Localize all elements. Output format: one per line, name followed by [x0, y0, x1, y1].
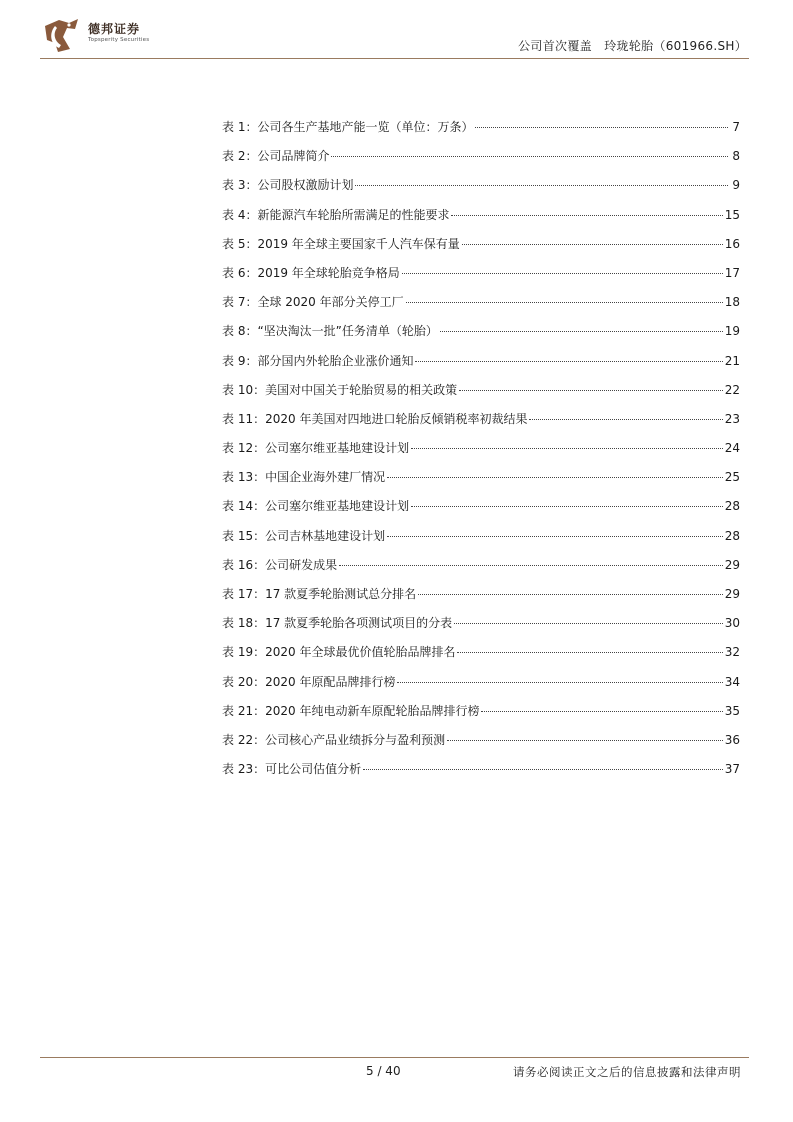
toc-entry-title: 表 6：2019 年全球轮胎竞争格局: [222, 265, 400, 280]
toc-entry[interactable]: [222, 147, 740, 176]
toc-entry[interactable]: [222, 206, 740, 235]
toc-entry-page: 15: [724, 207, 740, 222]
toc-leader-dots: [387, 477, 723, 478]
toc-entry[interactable]: [222, 731, 740, 760]
toc-entry-page: 30: [724, 616, 740, 631]
toc-leader-dots: [411, 448, 723, 449]
toc-entry-title: 表 23：可比公司估值分析: [222, 762, 362, 777]
toc-leader-dots: [331, 156, 728, 157]
toc-leader-dots: [459, 390, 723, 391]
toc-entry-title: 表 20：2020 年原配品牌排行榜: [222, 674, 396, 689]
toc-entry-page: 23: [724, 411, 740, 426]
brand-name-en: Topsperity Securities: [88, 37, 150, 43]
toc-entry-page: 28: [724, 528, 740, 543]
toc-entry-page: 18: [724, 295, 740, 310]
toc-entry-page: 29: [724, 587, 740, 601]
toc-entry-page: 8: [732, 149, 740, 164]
table-of-tables: [222, 118, 740, 789]
toc-leader-dots: [402, 273, 723, 274]
toc-leader-dots: [475, 127, 728, 128]
toc-entry-page: 25: [724, 470, 740, 485]
toc-leader-dots: [418, 594, 723, 595]
toc-entry[interactable]: [222, 176, 740, 205]
toc-entry[interactable]: [222, 468, 740, 497]
company-logo: [42, 16, 152, 56]
toc-entry-page: 28: [724, 499, 740, 514]
toc-entry[interactable]: [222, 760, 740, 789]
toc-entry-title: 表 11：2020 年美国对四地进口轮胎反倾销税率初裁结果: [222, 411, 528, 426]
toc-entry-page: 21: [724, 353, 740, 368]
toc-leader-dots: [447, 740, 723, 741]
toc-entry-page: 7: [732, 120, 740, 134]
footer-divider: [40, 1057, 749, 1058]
toc-entry-title: 表 1：公司各生产基地产能一览（单位：万条）: [222, 120, 474, 134]
toc-leader-dots: [457, 652, 722, 653]
logo-mark-icon: [42, 16, 84, 56]
toc-entry-page: 22: [724, 382, 740, 397]
toc-entry[interactable]: [222, 702, 740, 731]
toc-entry-page: 35: [724, 703, 740, 718]
toc-entry-title: 表 5：2019 年全球主要国家千人汽车保有量: [222, 236, 460, 251]
toc-entry-page: 17: [724, 265, 740, 280]
toc-entry-page: 29: [724, 557, 740, 572]
toc-leader-dots: [363, 769, 723, 770]
toc-entry-title: 表 4：新能源汽车轮胎所需满足的性能要求: [222, 207, 450, 222]
toc-entry-title: 表 16：公司研发成果: [222, 557, 338, 572]
toc-leader-dots: [397, 682, 722, 683]
toc-entry[interactable]: [222, 381, 740, 410]
disclaimer-note: 请务必阅读正文之后的信息披露和法律声明: [513, 1065, 741, 1079]
toc-entry[interactable]: [222, 264, 740, 293]
toc-entry-title: 表 17：17 款夏季轮胎测试总分排名: [222, 587, 417, 601]
toc-leader-dots: [339, 565, 723, 566]
toc-entry[interactable]: [222, 614, 740, 643]
toc-entry-title: 表 12：公司塞尔维亚基地建设计划: [222, 441, 410, 456]
toc-entry-title: 表 15：公司吉林基地建设计划: [222, 528, 386, 543]
toc-entry-page: 19: [724, 324, 740, 339]
toc-entry-title: 表 13：中国企业海外建厂情况: [222, 470, 386, 485]
toc-entry-title: 表 21：2020 年纯电动新车原配轮胎品牌排行榜: [222, 703, 480, 718]
toc-leader-dots: [406, 302, 723, 303]
toc-entry[interactable]: [222, 293, 740, 322]
toc-entry[interactable]: [222, 527, 740, 556]
toc-leader-dots: [462, 244, 723, 245]
brand-name-cn: 德邦证券: [88, 22, 141, 36]
toc-entry[interactable]: [222, 235, 740, 264]
toc-entry[interactable]: [222, 497, 740, 526]
toc-entry-page: 34: [724, 674, 740, 689]
toc-leader-dots: [387, 536, 723, 537]
toc-leader-dots: [411, 506, 723, 507]
toc-entry-title: 表 10：美国对中国关于轮胎贸易的相关政策: [222, 382, 458, 397]
toc-entry[interactable]: [222, 410, 740, 439]
toc-leader-dots: [529, 419, 722, 420]
toc-entry[interactable]: [222, 556, 740, 585]
toc-leader-dots: [415, 361, 722, 362]
toc-entry-title: 表 22：公司核心产品业绩拆分与盈利预测: [222, 732, 446, 747]
toc-leader-dots: [355, 185, 728, 186]
toc-entry-title: 表 14：公司塞尔维亚基地建设计划: [222, 499, 410, 514]
toc-entry-page: 32: [724, 645, 740, 660]
toc-leader-dots: [440, 331, 723, 332]
toc-entry[interactable]: [222, 118, 740, 147]
toc-leader-dots: [451, 215, 722, 216]
toc-entry-title: 表 2：公司品牌简介: [222, 149, 330, 164]
toc-entry[interactable]: [222, 439, 740, 468]
toc-entry[interactable]: [222, 322, 740, 351]
toc-entry[interactable]: [222, 643, 740, 672]
toc-entry-title: 表 9：部分国内外轮胎企业涨价通知: [222, 353, 414, 368]
toc-entry-page: 16: [724, 236, 740, 251]
header-divider: [40, 58, 749, 59]
toc-entry-page: 24: [724, 441, 740, 456]
toc-entry-page: 9: [732, 178, 740, 193]
report-header-title: 公司首次覆盖 玲珑轮胎（601966.SH）: [518, 39, 747, 53]
toc-entry[interactable]: [222, 673, 740, 702]
toc-entry-page: 36: [724, 732, 740, 747]
toc-entry-title: 表 19：2020 年全球最优价值轮胎品牌排名: [222, 645, 456, 660]
page-number: 5 / 40: [366, 1064, 401, 1078]
toc-leader-dots: [481, 711, 722, 712]
toc-leader-dots: [454, 623, 723, 624]
toc-entry-title: 表 8：“坚决淘汰一批”任务清单（轮胎）: [222, 324, 438, 339]
toc-entry-title: 表 3：公司股权激励计划: [222, 178, 354, 193]
toc-entry-title: 表 18：17 款夏季轮胎各项测试项目的分表: [222, 616, 453, 631]
toc-entry[interactable]: [222, 585, 740, 614]
toc-entry[interactable]: [222, 352, 740, 381]
toc-entry-page: 37: [724, 762, 740, 777]
toc-entry-title: 表 7：全球 2020 年部分关停工厂: [222, 295, 404, 310]
